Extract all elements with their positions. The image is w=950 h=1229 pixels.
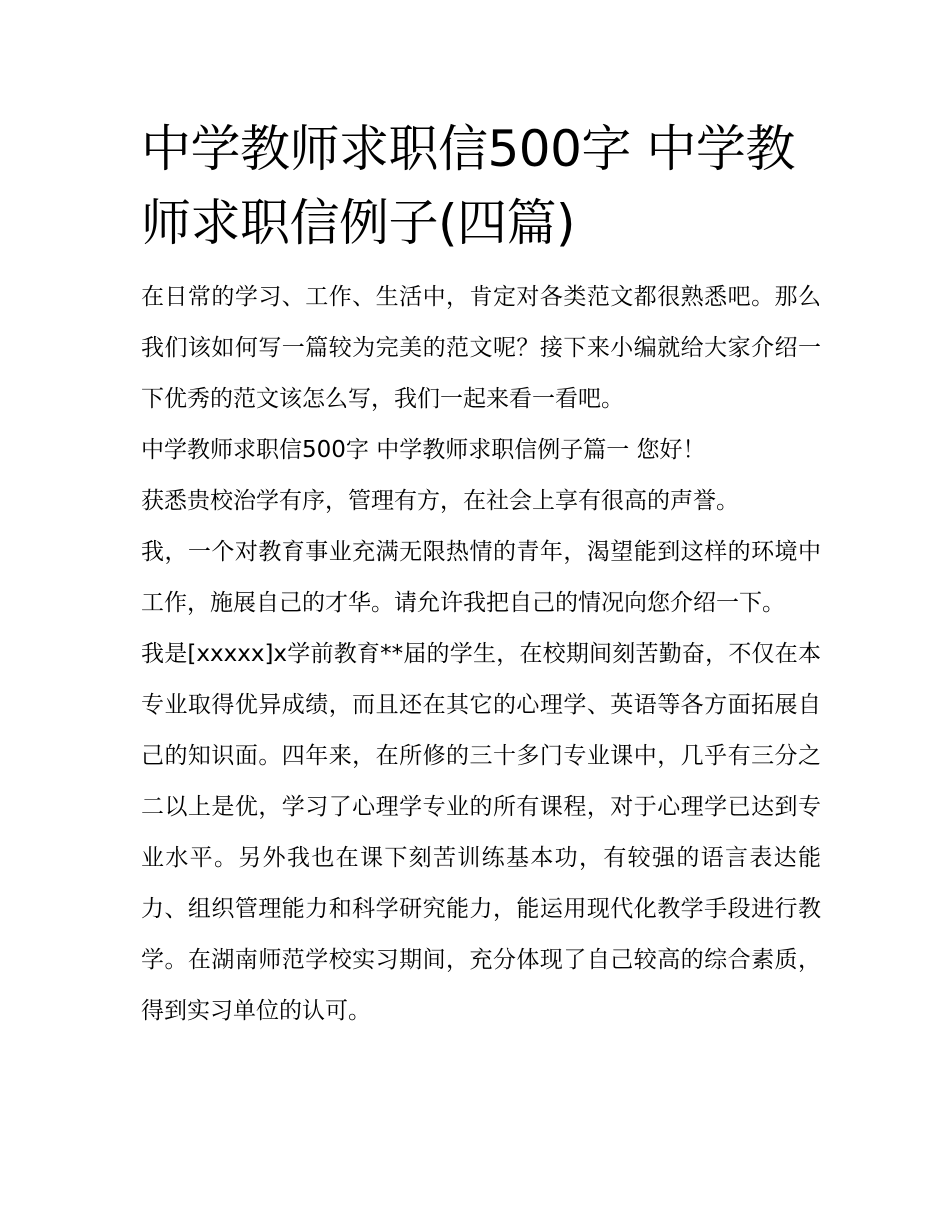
document-title: 中学教师求职信500字 中学教师求职信例子(四篇) bbox=[141, 120, 795, 252]
document-body bbox=[141, 272, 821, 1037]
paragraph-education-background: 我是[xxxxx]x学前教育**届的学生，在校期间刻苦勤奋，不仅在本专业取得优异成绩，而且还在其它的心理学、英语等各方面拓展自己的知识面。四年来，在所修的三十多门专业课中，几乎有三分之二以上是优，学习了心理学专业的所有课程，对于心理学已达到专业水平。另外我也在课下刻苦训练基本功，有较强的语言表达能力、组织管理能力和科学研究能力，能运用现代化教学手段进行教学。在湖南师范学校实习期间，充分体现了自己较高的综合素质，得到实习单位的认可。 bbox=[141, 641, 821, 1024]
paragraph-intro: 在日常的学习、工作、生活中，肯定对各类范文都很熟悉吧。那么我们该如何写一篇较为完美的范文呢？接下来小编就给大家介绍一下优秀的范文该怎么写，我们一起来看一看吧。 bbox=[141, 284, 821, 412]
paragraph-school-reputation: 获悉贵校治学有序，管理有方，在社会上享有很高的声誉。 bbox=[141, 488, 739, 514]
paragraph-self-introduction: 我，一个对教育事业充满无限热情的青年，渴望能到这样的环境中工作，施展自己的才华。请允许我把自己的情况向您介绍一下。 bbox=[141, 539, 821, 616]
paragraph-heading-greeting: 中学教师求职信500字 中学教师求职信例子篇一 您好！ bbox=[141, 437, 706, 463]
